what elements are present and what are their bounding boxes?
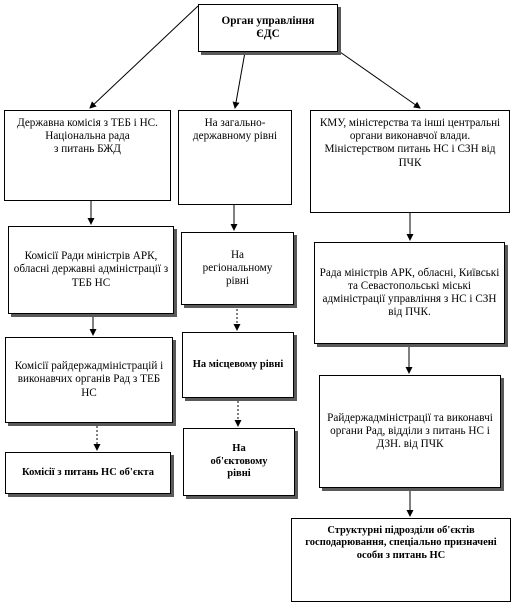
district-commissions-box: Комісії райдержадміністрацій і виконавчих органів Рад з ТЕБ НС xyxy=(5,337,173,423)
crimea-oblast-commissions-box: Комісії Ради міністрів АРК, обласні державні адміністрації з ТЕБ НС xyxy=(8,226,174,314)
edge-root-middle xyxy=(235,52,245,108)
cabinet-ministries-box: КМУ, міністерства та інші центральні органи виконавчої влади. Міністерством питань НС і СЗН від ПЧК xyxy=(310,110,510,213)
object-commission-box: Комісії з питань НС об'єкта xyxy=(5,452,171,494)
national-level-box: На загально-державному рівні xyxy=(178,110,292,205)
regional-administrations-box: Рада міністрів АРК, обласні, Київські та Севастопольські міські адміністрації управління з НС і СЗН від ПЧК. xyxy=(314,242,505,344)
economic-units-box: Структурні підрозділи об'єктів господарювання, спеціально призначені особи з питань НС xyxy=(291,518,511,602)
regional-level-box: На регіональному рівні xyxy=(181,232,294,305)
local-level-box: На місцевому рівні xyxy=(182,332,294,398)
district-administrations-box: Райдержадміністрації та виконавчі органи Рад, відділи з питань НС і ДЗН. від ПЧК xyxy=(319,375,501,488)
object-level-box: На об'єктовому рівні xyxy=(183,428,295,496)
edge-root-right xyxy=(340,52,420,108)
edge-root-left xyxy=(90,6,198,108)
root-box: Орган управління ЄДС xyxy=(198,4,338,52)
state-commission-box: Державна комісія з ТЕБ і НС. Національна рада з питань БЖД xyxy=(4,110,171,201)
